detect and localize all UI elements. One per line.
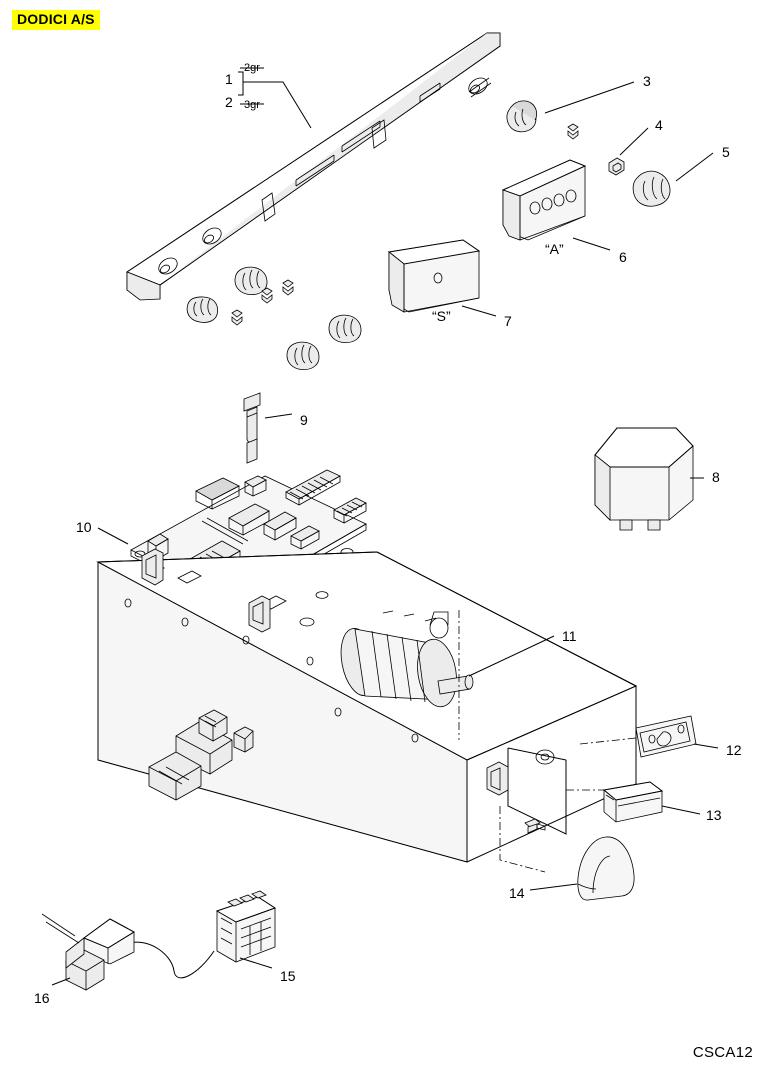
callout-14: 14 [509,885,525,901]
part-main-frame [98,549,636,862]
part-13-terminal-block [566,782,700,822]
callout-15: 15 [280,968,296,984]
part-knob-group [187,124,578,370]
sublabel-2gr: 2gr [244,62,260,74]
callout-13: 13 [706,807,722,823]
callout-1: 1 [225,71,233,87]
part-4-clip [609,128,648,175]
part-16-power-cord [42,914,214,990]
callout-6: 6 [619,249,627,265]
annotation-a: “A” [545,241,564,257]
sublabel-3gr: 3gr [244,99,260,111]
part-12-switch-plate [580,716,718,757]
callout-11: 11 [562,628,577,644]
part-8-transformer [595,428,704,530]
callout-4: 4 [655,117,663,133]
callout-16: 16 [34,990,50,1006]
annotation-s: “S” [432,308,451,324]
drawing-code: CSCA12 [692,1044,753,1061]
part-5-knob [633,153,713,206]
part-15-relay [217,891,275,968]
callout-10: 10 [76,519,92,535]
callout-12: 12 [726,742,742,758]
callout-2: 2 [225,94,233,110]
callout-9: 9 [300,412,308,428]
callout-3: 3 [643,73,651,89]
part-6-keypad [503,160,610,250]
page-title: DODICI A/S [12,10,100,30]
callout-7: 7 [504,313,512,329]
part-9-fuse [244,393,292,463]
part-7-blank-panel [389,240,496,316]
callout-5: 5 [722,144,730,160]
part-3-knob [507,82,634,132]
callout-8: 8 [712,469,720,485]
